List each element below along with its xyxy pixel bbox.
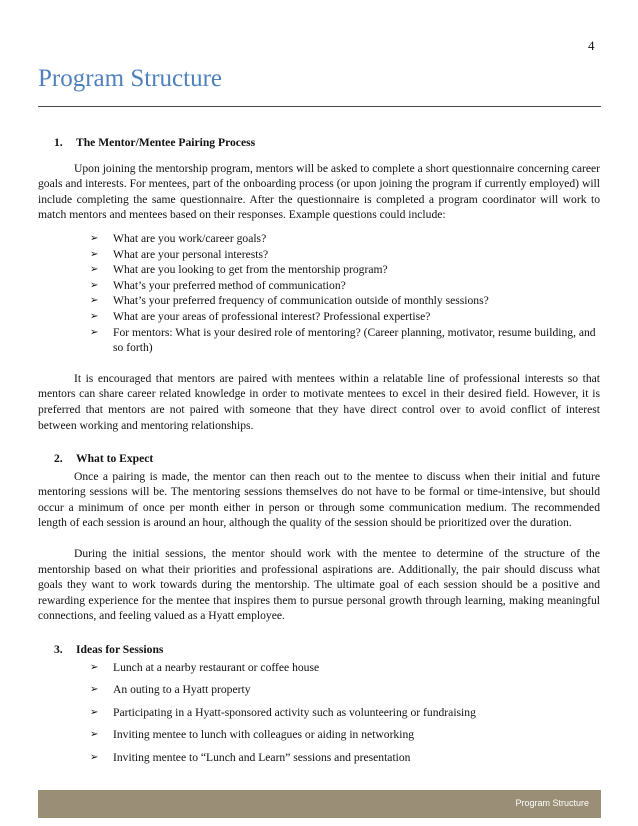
section-heading-pairing [54, 135, 600, 151]
list-item [90, 231, 600, 247]
list-item [90, 660, 600, 676]
list-item [90, 262, 600, 278]
list-item-text: What are you work/career goals? [113, 231, 267, 245]
list-item [90, 705, 600, 721]
arrow-bullet-icon: ➢ [90, 248, 99, 260]
list-item-text: Inviting mentee to lunch with colleagues or aiding in networking [113, 728, 415, 742]
arrow-bullet-icon: ➢ [90, 232, 99, 244]
page-title: Program Structure [38, 65, 222, 92]
arrow-bullet-icon: ➢ [90, 661, 99, 673]
list-item [90, 293, 600, 309]
arrow-bullet-icon: ➢ [90, 295, 99, 307]
list-item-text: Inviting mentee to “Lunch and Learn” sessions and presentation [113, 751, 411, 764]
list-item [90, 309, 600, 325]
arrow-bullet-icon: ➢ [90, 752, 99, 763]
document-body [38, 135, 600, 773]
arrow-bullet-icon: ➢ [90, 684, 99, 696]
list-item [90, 727, 600, 743]
arrow-bullet-icon: ➢ [90, 706, 99, 718]
paragraph: Once a pairing is made, the mentor can then reach out to the mentee to discuss when their initial and future mentoring sessions will be. The mentoring sessions themselves do not have to be formal or time-intensive, but should occur a minimum of once per month either in person or through some communication medium. The recommended length of each session is around an hour, although the quality of the session should be prioritized over the duration. [38, 469, 600, 530]
section-number: 2. [54, 452, 63, 466]
footer-bar [38, 790, 601, 818]
list-item-text: What’s your preferred method of communication? [113, 278, 346, 292]
title-divider [38, 106, 601, 107]
section-title: What to Expect [76, 452, 154, 466]
paragraph: During the initial sessions, the mentor should work with the mentee to determine of the structure of the mentorship based on what their priorities and professional aspirations are. Additionally, the pair should discuss what goals they want to work towards during the mentorship. The ultimate goal of each session should be a positive and rewarding experience for the mentee that inspires them to pursue personal growth through learning, making meaningful connections, and feeling valued as a Hyatt employee. [38, 547, 600, 623]
section-title: The Mentor/Mentee Pairing Process [76, 136, 256, 149]
section-heading-expectations [54, 451, 600, 467]
questions-list [38, 231, 600, 356]
list-item-text: What’s your preferred frequency of communication outside of monthly sessions? [113, 294, 489, 308]
section-number: 3. [54, 643, 63, 657]
list-item-text: For mentors: What is your desired role of mentoring? (Career planning, motivator, resume building, and so forth) [113, 325, 596, 355]
footer-section-label: Program Structure [515, 798, 589, 808]
list-item-text: Participating in a Hyatt-sponsored activity such as volunteering or fundraising [113, 705, 476, 719]
arrow-bullet-icon: ➢ [90, 310, 99, 322]
list-item-text: What are your personal interests? [113, 247, 269, 261]
section-number: 1. [54, 136, 63, 149]
list-item [90, 278, 600, 294]
arrow-bullet-icon: ➢ [90, 729, 99, 741]
list-item [90, 247, 600, 263]
list-item-text: What are you looking to get from the mentorship program? [113, 263, 388, 277]
list-item-text: Lunch at a nearby restaurant or coffee house [113, 660, 320, 674]
paragraph: It is encouraged that mentors are paired with mentees within a relatable line of professional interests so that mentors can share career related knowledge in order to motivate mentees to excel in their desired field. However, it is preferred that mentors are not paired with someone that they have direct control over to avoid conflict of interest between working and mentoring relationships. [38, 371, 600, 432]
section-heading-session-ideas [54, 642, 600, 658]
list-item [90, 750, 600, 766]
page-number: 4 [588, 38, 595, 53]
list-item-text: An outing to a Hyatt property [113, 683, 251, 697]
section-title: Ideas for Sessions [76, 643, 164, 657]
arrow-bullet-icon: ➢ [90, 326, 99, 338]
arrow-bullet-icon: ➢ [90, 279, 99, 291]
arrow-bullet-icon: ➢ [90, 264, 99, 276]
list-item [90, 325, 600, 356]
session-ideas-list [38, 660, 600, 766]
list-item-text: What are your areas of professional interest? Professional expertise? [113, 309, 431, 323]
list-item [90, 682, 600, 698]
paragraph: Upon joining the mentorship program, mentors will be asked to complete a short questionnaire concerning career goals and interests. For mentees, part of the onboarding process (or upon joining the program if currently employed) will include completing the same questionnaire. After the questionnaire is completed a program coordinator will work to match mentors and mentees based on their responses. Example questions could include: [38, 161, 600, 222]
